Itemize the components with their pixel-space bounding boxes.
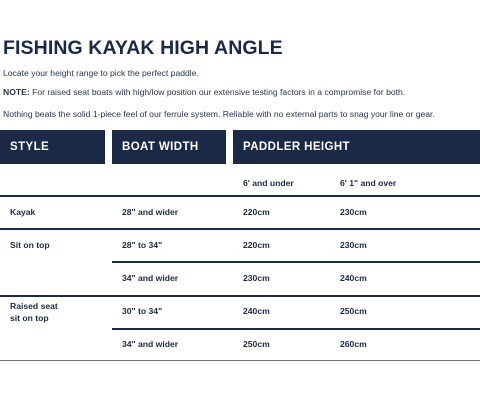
header-style: STYLE [0, 130, 105, 164]
row-height-1: 220cm [243, 207, 270, 217]
row-width: 34" and wider [122, 339, 179, 349]
row-height-1: 240cm [243, 306, 270, 316]
row-height-2: 230cm [340, 240, 367, 250]
row-width: 28" to 34" [122, 240, 163, 250]
row-divider [112, 328, 480, 330]
header-paddler-height: PADDLER HEIGHT [233, 130, 480, 164]
ferrule-text: Nothing beats the solid 1-piece feel of our ferrule system. Reliable with no external parts to snag your line or gear. [3, 109, 435, 119]
row-style: Raised seat [10, 301, 58, 311]
header-boat-width: BOAT WIDTH [112, 130, 226, 164]
note-label: NOTE: [3, 87, 30, 97]
row-height-1: 220cm [243, 240, 270, 250]
row-divider [0, 295, 480, 297]
page-title: FISHING KAYAK HIGH ANGLE [3, 37, 283, 59]
row-height-2: 260cm [340, 339, 367, 349]
row-width: 30" to 34" [122, 306, 163, 316]
row-divider [0, 228, 480, 230]
row-divider [0, 195, 480, 197]
row-height-1: 230cm [243, 273, 270, 283]
note-text [3, 87, 405, 97]
row-height-1: 250cm [243, 339, 270, 349]
row-height-2: 230cm [340, 207, 367, 217]
row-height-2: 250cm [340, 306, 367, 316]
row-style: Kayak [10, 207, 36, 217]
row-divider [112, 261, 480, 263]
subheader-height-2: 6' 1" and over [340, 178, 397, 188]
note-body: For raised seat boats with high/low position our extensive testing factors in a compromise for both. [29, 87, 406, 97]
table-bottom-rule [0, 360, 480, 361]
row-style-line-2: sit on top [10, 313, 49, 323]
intro-text: Locate your height range to pick the perfect paddle. [3, 68, 199, 78]
row-height-2: 240cm [340, 273, 367, 283]
subheader-height-1: 6' and under [243, 178, 294, 188]
row-width: 34" and wider [122, 273, 179, 283]
row-width: 28" and wider [122, 207, 179, 217]
row-style: Sit on top [10, 240, 50, 250]
